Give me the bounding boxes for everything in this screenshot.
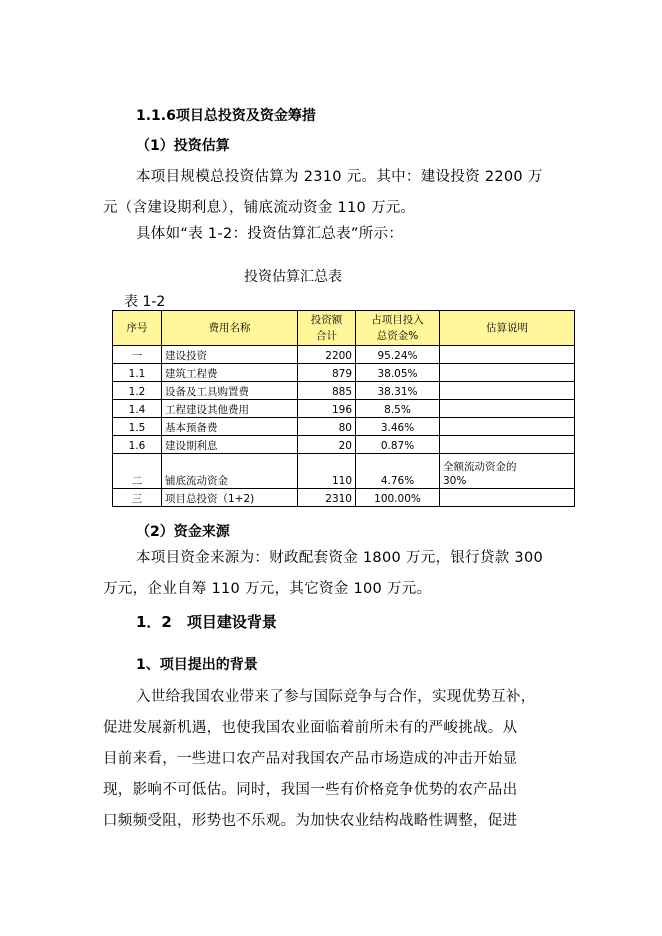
table-label: 表 1-2: [124, 294, 166, 310]
investment-summary-table: [112, 310, 575, 507]
cell-name: 项目总投资（1+2): [162, 489, 298, 507]
cell-note: [440, 364, 575, 382]
paragraph-background-line: 入世给我国农业带来了参与国际竞争与合作，实现优势互补，: [136, 689, 536, 705]
table-row: [113, 489, 575, 507]
cell-note: [440, 382, 575, 400]
cell-no: 二: [113, 454, 162, 489]
table-row: [113, 436, 575, 454]
subsection-heading-fund-source: （2）资金来源: [136, 524, 230, 540]
cell-amount: 20: [298, 436, 356, 454]
table-row: [113, 364, 575, 382]
table-row: [113, 382, 575, 400]
header-amount-line2: 合计: [316, 330, 337, 342]
cell-amount: 879: [298, 364, 356, 382]
cell-note: [440, 454, 575, 489]
cell-note-line2: 30%: [443, 475, 467, 487]
cell-no: 1.2: [113, 382, 162, 400]
table-row: [113, 400, 575, 418]
cell-name: 建设期利息: [162, 436, 298, 454]
paragraph-fund-line: 本项目资金来源为：财政配套资金 1800 万元，银行贷款 300: [136, 550, 544, 566]
paragraph-background-line: 现，影响不可低估。同时，我国一些有价格竞争优势的农产品出: [103, 782, 518, 798]
cell-percent: 38.05%: [356, 364, 440, 382]
subsection-heading-investment-estimate: （1）投资估算: [136, 138, 230, 154]
paragraph-background-line: 口频频受阻，形势也不乐观。为加快农业结构战略性调整，促进: [103, 813, 518, 829]
cell-no: 1.1: [113, 364, 162, 382]
cell-no: 一: [113, 346, 162, 364]
cell-percent: 38.31%: [356, 382, 440, 400]
header-amount: [298, 311, 356, 346]
cell-note: [440, 346, 575, 364]
paragraph-investment-line: 具体如“表 1-2：投资估算汇总表”所示：: [136, 226, 404, 242]
table-row: [113, 454, 575, 489]
paragraph-background-line: 促进发展新机遇，也使我国农业面临着前所未有的严峻挑战。从: [103, 720, 518, 736]
table-title: 投资估算汇总表: [244, 269, 342, 285]
cell-percent: 100.00%: [356, 489, 440, 507]
cell-amount: 80: [298, 418, 356, 436]
cell-name: 基本预备费: [162, 418, 298, 436]
cell-name: 建设投资: [162, 346, 298, 364]
cell-note: [440, 489, 575, 507]
paragraph-fund-line: 万元，企业自筹 110 万元，其它资金 100 万元。: [103, 581, 432, 597]
cell-note: [440, 436, 575, 454]
cell-note: [440, 418, 575, 436]
cell-percent: 8.5%: [356, 400, 440, 418]
header-percent-line2: 总资金%: [376, 330, 419, 342]
cell-percent: 95.24%: [356, 346, 440, 364]
header-percent: [356, 311, 440, 346]
paragraph-background-line: 目前来看，一些进口农产品对我国农产品市场造成的冲击开始显: [103, 751, 518, 767]
table-row: [113, 346, 575, 364]
cell-name: 铺底流动资金: [162, 454, 298, 489]
header-amount-line1: 投资额: [310, 314, 343, 326]
header-note: 估算说明: [440, 311, 575, 346]
cell-amount: 110: [298, 454, 356, 489]
cell-amount: 2200: [298, 346, 356, 364]
section-heading-background: 1．2 项目建设背景: [136, 613, 277, 631]
paragraph-investment-line: 元（含建设期利息），铺底流动资金 110 万元。: [103, 200, 416, 216]
cell-amount: 196: [298, 400, 356, 418]
cell-no: 1.6: [113, 436, 162, 454]
cell-percent: 3.46%: [356, 418, 440, 436]
section-heading: 1.1.6项目总投资及资金筹措: [136, 108, 316, 124]
cell-amount: 2310: [298, 489, 356, 507]
header-percent-line1: 占项目投入: [371, 314, 424, 326]
cell-note: [440, 400, 575, 418]
cell-no: 三: [113, 489, 162, 507]
cell-no: 1.4: [113, 400, 162, 418]
cell-note-line1: 全额流动资金的: [443, 461, 517, 473]
cell-percent: 4.76%: [356, 454, 440, 489]
table-row: [113, 418, 575, 436]
table-header-row: [113, 311, 575, 346]
header-no: 序号: [113, 311, 162, 346]
cell-name: 设备及工具购置费: [162, 382, 298, 400]
cell-no: 1.5: [113, 418, 162, 436]
paragraph-investment-line: 本项目规模总投资估算为 2310 元。其中：建设投资 2200 万: [136, 169, 543, 185]
subsection-heading-proposal-background: 1、项目提出的背景: [136, 657, 258, 673]
cell-name: 工程建设其他费用: [162, 400, 298, 418]
cell-percent: 0.87%: [356, 436, 440, 454]
cell-amount: 885: [298, 382, 356, 400]
cell-name: 建筑工程费: [162, 364, 298, 382]
header-name: 费用名称: [162, 311, 298, 346]
